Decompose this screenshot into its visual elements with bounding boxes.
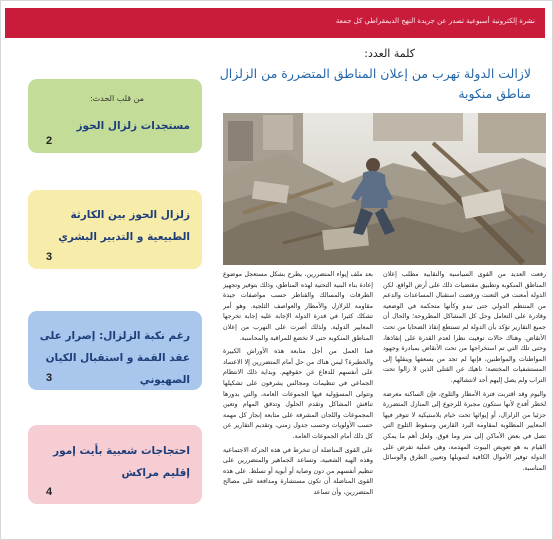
article-column-left <box>223 270 373 540</box>
sidebar-card-natural-disaster[interactable] <box>28 190 202 269</box>
card-page-number: 3 <box>46 372 53 384</box>
top-banner-text: نشرة إلكترونية أسبوعية تصدر عن جريدة النهج الديمقراطي كل جمعة <box>335 17 535 25</box>
card-title[interactable]: احتجاجات شعبية بأيت إمور إقليم مراكش <box>53 445 190 479</box>
sidebar-card-earthquake-updates[interactable] <box>28 79 202 153</box>
top-banner <box>5 8 545 38</box>
card-page-number: 2 <box>46 135 53 147</box>
card-title[interactable]: زلزال الحوز بين الكارثة الطبيعية و التدبير البشري <box>58 209 190 243</box>
card-kicker: من قلب الحدث: <box>89 94 144 103</box>
sidebar-card-protests[interactable] <box>28 425 202 504</box>
article-paragraph: رفعت العديد من القوى السياسية والنقابية مطلب إعلان المناطق المنكوبة وتطبيق مقتضيات ذلك على أرض الواقع. لكن الدولة أمعنت في التعنت ورفضت استقبال المساعدات والدعم من المنتظم الدولي حتى تبدو وكأنها متحكمة في الوضعية وقادرة على التعامل وحل كل المشاكل المطروحة؛ والحال أن جميع التقارير تؤكد بأن الدولة لم تستطع إنقاذ الضحايا من تحت الأنقاض. وهناك حالات توفيت نظرا لعدم القدرة على إنقاذها، وحتى تلك التي تم استخراجها من تحت الأنقاض بمبادرة وجهود المواطنات والمواطنين، فإنها لم تجد من يسعفها وينقلها إلى المستشفيات المختصة؛ ناهيك عن القتلى الذين لا زالوا تحت التراب ولم يصل إليهم أحد لانتشالهم. <box>383 271 546 384</box>
card-title[interactable]: مستجدات زلزال الحوز <box>76 120 190 132</box>
earthquake-rubble-photo <box>223 113 546 265</box>
card-page-number: 4 <box>46 486 53 498</box>
article-paragraph: فما العمل من أجل متابعة هذه الأوراش الكبيرة والخطيرة؟ ليس هناك من حل أمام المتضررين إلا الاعتماد على أنفسهم للدفاع عن حقوقهم. وبداية ذلك الانتظام الجماعي في تنظيمات ومجالس يشرفون على تشكيلها وتتولى المسؤولية فيها الجموعات العامة، والتي بدورها تناقش المشاكل وتقدم الحلول وتدقق المهام وتعين المجموعات واللجان المشرفة على متابعة إنجاز كل مهمة حسب الأولويات وحسب جدول زمني، وتقديم التقارير عن كل ذلك أمام الجموعات العامة. <box>223 348 373 440</box>
card-page-number: 3 <box>46 251 53 263</box>
article-column-right <box>383 270 546 540</box>
article-headline: لازالت الدولة تهرب من إعلان المناطق المتضررة من الزلزال مناطق منكوبة <box>219 66 531 101</box>
sidebar-card-summit[interactable] <box>28 311 202 390</box>
article-paragraph: على القوى المناضلة أن تنخرط في هذه الحركة الاجتماعية وهذه الهبة الشعبية، وتساعد الجماهير والمتضررين على تنظيم أنفسهم من دون وصاية أو أبوية أو تسلط. على هذه القوى المناضلة أن تكون مستشارة ومدافعة على مصالح المتضررين، وأن تساعد <box>223 446 373 496</box>
article-paragraph: واليوم وقد اقتربت فترة الأمطار والثلوج، فإن الساكنة معرضة لخطر أفدح لأنها ستكون مجبرة للرجوع إلى المنازل المتضررة جزئيا من الزلزال، أو إيوائها تحت خيام بلاستيكية لا تتوفر فيها المعايير المطلوبة لمقاومة البرد القارس وسقوط الثلوج التي تصل في بعض الأماكن إلى متر وما فوق. ولعل أهم ما يمكن القيام به هو تعويض البيوت المهدمة، وهي عملية تفرض على الدولة توفير الأموال الكافية لتمويلها وتعيين الطرق والوسائل المناسبة. <box>383 390 546 472</box>
edition-label: كلمة العدد: <box>364 47 415 60</box>
article-paragraph: بعد ملف إيواء المتضررين، يطرح بشكل مستعجل موضوع إعادة بناء البنية التحتية لهذه المناطق، وذلك بتوفير وتجهيز الطرقات والمسالك والقناطر حسب مواصفات جيدة مقاومة للزلازل والأمطار والعواصف الثلجية. وهو أمر تشكك كثيرا في قدرة الدولة الإجابة عليه إجابة تخرجها المعايير الدولية. ولذلك أصرت على التهرب من إعلان المناطق المنكوبة حتى لا تخضع للمراقبة والمحاسبة. <box>223 271 373 342</box>
card-title[interactable]: رغم نكبة الزلزال: إصرار على عقد القمة و استقبال الكيان الصهيوني <box>39 330 190 386</box>
